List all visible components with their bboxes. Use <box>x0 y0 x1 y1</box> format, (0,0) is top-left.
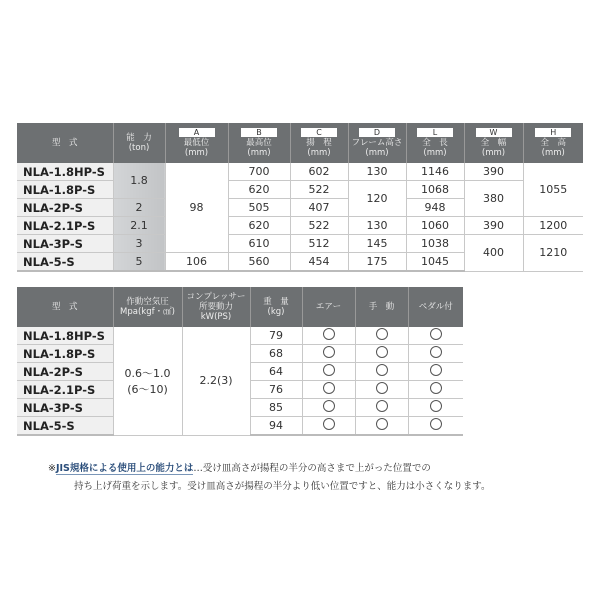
circle-mark-icon <box>323 364 335 376</box>
header-capacity: 能 力 (ton) <box>113 123 165 163</box>
w-cell: 400 <box>464 235 523 272</box>
note-line-1: ※JIS規格による使用上の能力とは…受け皿高さが揚程の半分の高さまで上がった位置での <box>48 463 431 474</box>
manual-cell <box>355 327 408 345</box>
pedal-cell <box>408 381 463 399</box>
weight-cell: 85 <box>250 399 302 417</box>
circle-mark-icon <box>376 382 388 394</box>
table-row <box>17 235 583 253</box>
h-cell: 1210 <box>523 235 583 272</box>
header-a: A 最低位 (mm) <box>165 123 228 163</box>
header-pressure: 作動空気圧 Mpa(kgf・㎠) <box>113 287 182 327</box>
manual-cell <box>355 345 408 363</box>
manual-cell <box>355 363 408 381</box>
operation-table <box>17 287 463 436</box>
circle-mark-icon <box>376 418 388 430</box>
header-manual: 手 動 <box>355 287 408 327</box>
circle-mark-icon <box>430 382 442 394</box>
pedal-cell <box>408 363 463 381</box>
model-cell: NLA-3P-S <box>17 235 113 253</box>
header-h: H 全 高 (mm) <box>523 123 583 163</box>
header-l: L 全 長 (mm) <box>406 123 464 163</box>
manual-cell <box>355 399 408 417</box>
circle-mark-icon <box>430 400 442 412</box>
d-cell: 130 <box>348 217 406 235</box>
d-cell: 130 <box>348 163 406 181</box>
capacity-cell: 1.8 <box>113 163 165 199</box>
capacity-cell: 2.1 <box>113 217 165 235</box>
air-cell <box>302 327 355 345</box>
circle-mark-icon <box>430 328 442 340</box>
compressor-cell: 2.2(3) <box>182 327 250 435</box>
b-cell: 620 <box>228 217 290 235</box>
circle-mark-icon <box>376 364 388 376</box>
weight-cell: 68 <box>250 345 302 363</box>
model-cell: NLA-2.1P-S <box>17 381 113 399</box>
model-cell: NLA-1.8P-S <box>17 345 113 363</box>
weight-cell: 64 <box>250 363 302 381</box>
circle-mark-icon <box>376 328 388 340</box>
circle-mark-icon <box>323 400 335 412</box>
weight-cell: 76 <box>250 381 302 399</box>
c-cell: 602 <box>290 163 348 181</box>
circle-mark-icon <box>323 418 335 430</box>
air-cell <box>302 417 355 436</box>
d-cell: 175 <box>348 253 406 272</box>
model-cell: NLA-1.8P-S <box>17 181 113 199</box>
l-cell: 1146 <box>406 163 464 181</box>
circle-mark-icon <box>323 382 335 394</box>
header-compressor: コンプレッサー 所要動力 kW(PS) <box>182 287 250 327</box>
a-cell: 98 <box>165 163 228 253</box>
weight-cell: 79 <box>250 327 302 345</box>
model-cell: NLA-2P-S <box>17 199 113 217</box>
model-cell: NLA-2.1P-S <box>17 217 113 235</box>
b-cell: 620 <box>228 181 290 199</box>
air-cell <box>302 399 355 417</box>
table-row <box>17 163 583 181</box>
b-cell: 610 <box>228 235 290 253</box>
circle-mark-icon <box>376 346 388 358</box>
pedal-cell <box>408 399 463 417</box>
note-highlight: JIS規格による使用上の能力とは <box>55 463 194 474</box>
circle-mark-icon <box>430 418 442 430</box>
header-model: 型 式 <box>17 123 113 163</box>
d-cell: 120 <box>348 181 406 217</box>
circle-mark-icon <box>323 328 335 340</box>
pedal-cell <box>408 327 463 345</box>
capacity-cell: 5 <box>113 253 165 272</box>
c-cell: 522 <box>290 181 348 199</box>
header-c: C 揚 程 (mm) <box>290 123 348 163</box>
circle-mark-icon <box>430 346 442 358</box>
model-cell: NLA-5-S <box>17 253 113 272</box>
circle-mark-icon <box>323 346 335 358</box>
d-cell: 145 <box>348 235 406 253</box>
model-cell: NLA-2P-S <box>17 363 113 381</box>
table-row <box>17 181 583 199</box>
table-row <box>17 217 583 235</box>
b-cell: 560 <box>228 253 290 272</box>
air-cell <box>302 381 355 399</box>
b-cell: 505 <box>228 199 290 217</box>
manual-cell <box>355 417 408 436</box>
h-cell: 1200 <box>523 217 583 235</box>
header-pedal: ペダル付 <box>408 287 463 327</box>
capacity-cell: 3 <box>113 235 165 253</box>
l-cell: 1068 <box>406 181 464 199</box>
a-cell: 106 <box>165 253 228 272</box>
w-cell: 380 <box>464 181 523 217</box>
w-cell: 390 <box>464 217 523 235</box>
header-d: D フレーム高さ (mm) <box>348 123 406 163</box>
note-line-2: 持ち上げ荷重を示します。受け皿高さが揚程の半分より低い位置ですと、能力は小さくなります。 <box>74 481 491 492</box>
manual-cell <box>355 381 408 399</box>
c-cell: 407 <box>290 199 348 217</box>
model-cell: NLA-5-S <box>17 417 113 436</box>
h-cell: 1055 <box>523 163 583 217</box>
model-cell: NLA-3P-S <box>17 399 113 417</box>
header-air: エアー <box>302 287 355 327</box>
weight-cell: 94 <box>250 417 302 436</box>
c-cell: 522 <box>290 217 348 235</box>
header-w: W 全 幅 (mm) <box>464 123 523 163</box>
spec-table <box>17 123 583 272</box>
header-weight: 重 量 (kg) <box>250 287 302 327</box>
header-row <box>17 123 583 163</box>
pressure-cell: 0.6〜1.0 (6〜10) <box>113 327 182 435</box>
l-cell: 1038 <box>406 235 464 253</box>
l-cell: 1060 <box>406 217 464 235</box>
w-cell: 390 <box>464 163 523 181</box>
air-cell <box>302 345 355 363</box>
capacity-cell: 2 <box>113 199 165 217</box>
table-row <box>17 327 463 345</box>
air-cell <box>302 363 355 381</box>
header-model: 型 式 <box>17 287 113 327</box>
header-b: B 最高位 (mm) <box>228 123 290 163</box>
b-cell: 700 <box>228 163 290 181</box>
pedal-cell <box>408 417 463 436</box>
circle-mark-icon <box>430 364 442 376</box>
l-cell: 948 <box>406 199 464 217</box>
pedal-cell <box>408 345 463 363</box>
header-row <box>17 287 463 327</box>
c-cell: 512 <box>290 235 348 253</box>
l-cell: 1045 <box>406 253 464 272</box>
model-cell: NLA-1.8HP-S <box>17 327 113 345</box>
circle-mark-icon <box>376 400 388 412</box>
model-cell: NLA-1.8HP-S <box>17 163 113 181</box>
c-cell: 454 <box>290 253 348 272</box>
